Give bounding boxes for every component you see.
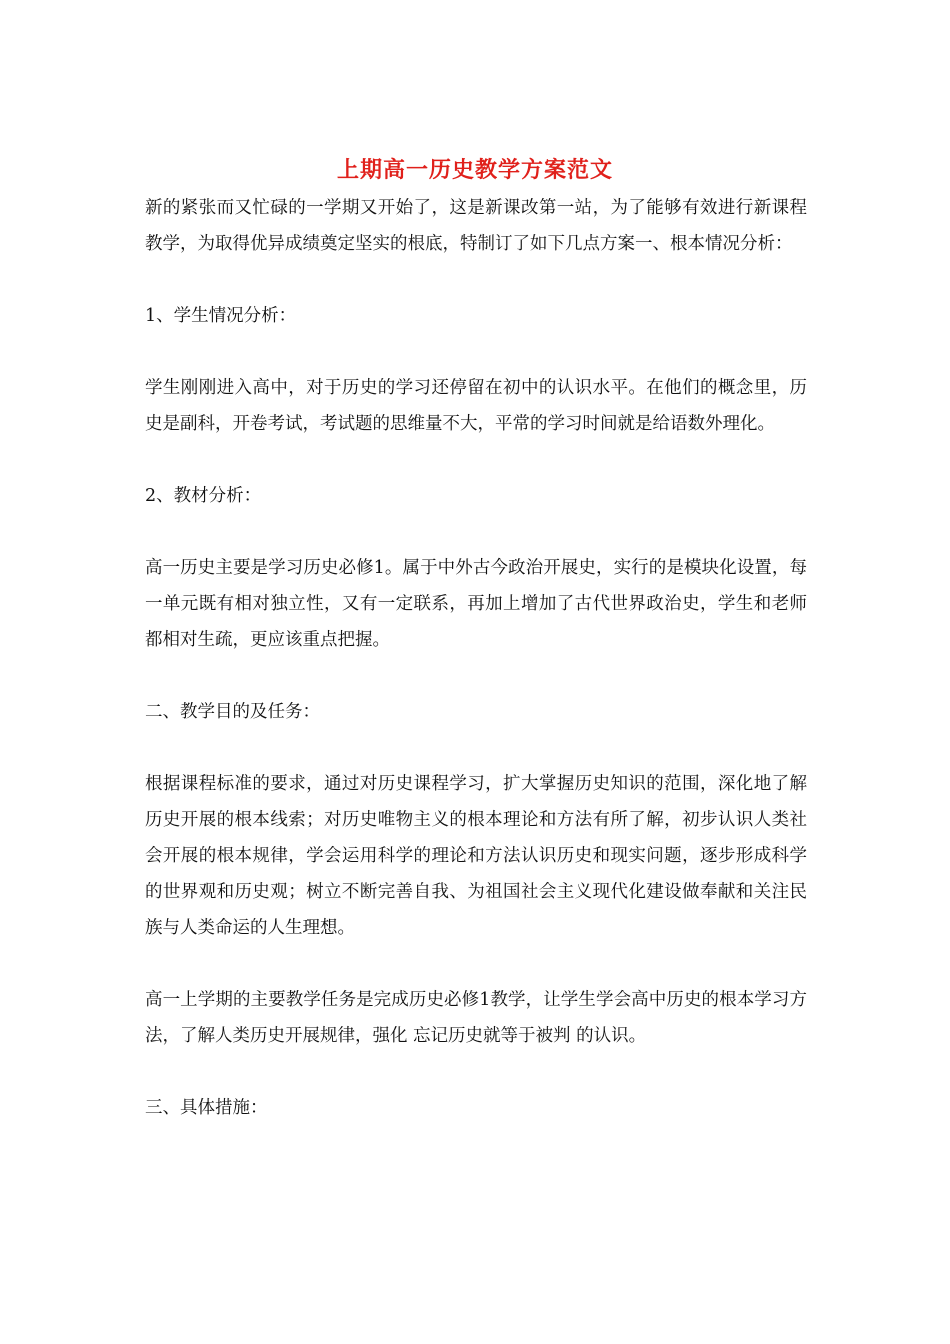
heading-teaching-goals: 二、教学目的及任务： (145, 702, 320, 722)
paragraph-teaching-goals: 根据课程标准的要求，通过对历史课程学习，扩大掌握历史知识的范围，深化地了解历史开展的根本线索；对历史唯物主义的根本理论和方法有所了解，初步认识人类社会开展的根本规律，学会运用科学的理论和方法认识历史和现实问题，逐步形成科学的世界观和历史观；树立不断完善自我、为祖国社会主义现代化建设做奉献和关注民族与人类命运的人生理想。 (145, 774, 807, 938)
paragraph-student-analysis: 学生刚刚进入高中，对于历史的学习还停留在初中的认识水平。在他们的概念里，历史是副科，开卷考试，考试题的思维量不大，平常的学习时间就是给语数外理化。 (145, 378, 807, 434)
document-title: 上期高一历史教学方案范文 (336, 157, 613, 183)
paragraph-intro: 新的紧张而又忙碌的一学期又开始了，这是新课改第一站，为了能够有效进行新课程教学，为取得优异成绩奠定坚实的根底，特制订了如下几点方案一、根本情况分析： (145, 198, 807, 254)
heading-student-analysis: 1、学生情况分析： (145, 306, 297, 326)
heading-textbook-analysis: 2、教材分析： (145, 486, 262, 506)
document-body (145, 190, 807, 1126)
heading-specific-measures: 三、具体措施： (145, 1098, 268, 1118)
paragraph-textbook-analysis: 高一历史主要是学习历史必修1。属于中外古今政治开展史，实行的是模块化设置，每一单元既有相对独立性，又有一定联系，再加上增加了古代世界政治史，学生和老师都相对生疏，更应该重点把握。 (145, 558, 807, 650)
paragraph-teaching-tasks: 高一上学期的主要教学任务是完成历史必修1教学，让学生学会高中历史的根本学习方法，了解人类历史开展规律，强化 忘记历史就等于被判 的认识。 (145, 990, 807, 1046)
